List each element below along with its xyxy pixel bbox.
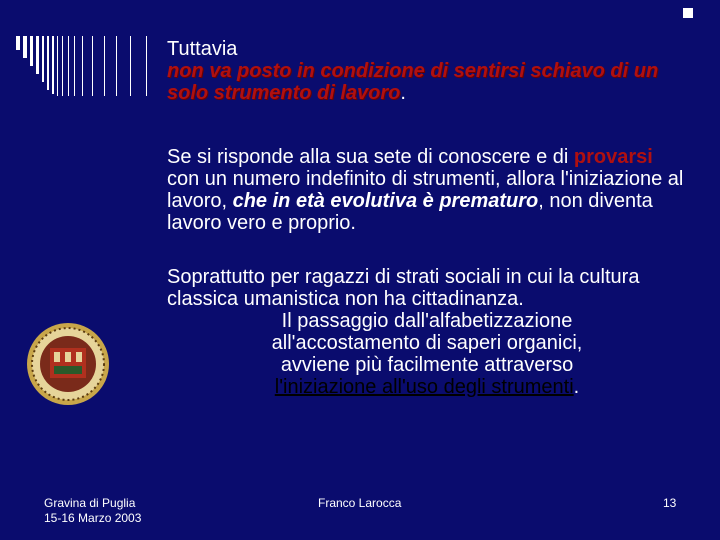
p2-text-a: Se si risponde alla sua sete di conoscere e di [167,146,574,168]
underlined-text: l'iniziazione all'uso degli strumenti [274,376,574,398]
p3-center-2: all'accostamento di saperi organici, [271,332,583,354]
p3-text: Soprattutto per ragazzi di strati sociali in cui la cultura classica umanistica non ha cittadinanza. [167,266,640,310]
slide-body [167,38,687,398]
square-bullet-icon [683,8,693,18]
p3-center-3: avviene più facilmente attraverso [280,354,574,376]
decorative-stripes [16,36,166,96]
paragraph-intro [167,38,687,104]
footer-author: Franco Larocca [318,496,402,510]
footer-left [44,496,141,526]
intro-text: Tuttavia [167,38,238,60]
footer-date: 15-16 Marzo 2003 [44,511,142,525]
coat-of-arms-seal-icon [26,322,110,406]
highlight-red: non va posto in condizione di sentirsi schiavo di un solo strumento di lavoro [167,60,659,104]
paragraph-second [167,146,687,234]
p2-text-c: , non diventa lavoro vero e proprio. [167,190,653,234]
p2-red-word: provarsi [573,146,653,168]
paragraph-third [167,266,687,398]
p3-center-4 [167,376,687,398]
final-period: . [573,376,580,398]
footer-place: Gravina di Puglia [44,496,136,510]
p2-bold-italic: che in età evolutiva è prematuro [232,190,539,212]
period: . [400,82,406,104]
p3-center-1: Il passaggio dall'alfabetizzazione [281,310,573,332]
p2-text-b: con un numero indefinito di strumenti, allora l'iniziazione al lavoro, [167,168,684,212]
footer-page-number: 13 [663,496,677,510]
